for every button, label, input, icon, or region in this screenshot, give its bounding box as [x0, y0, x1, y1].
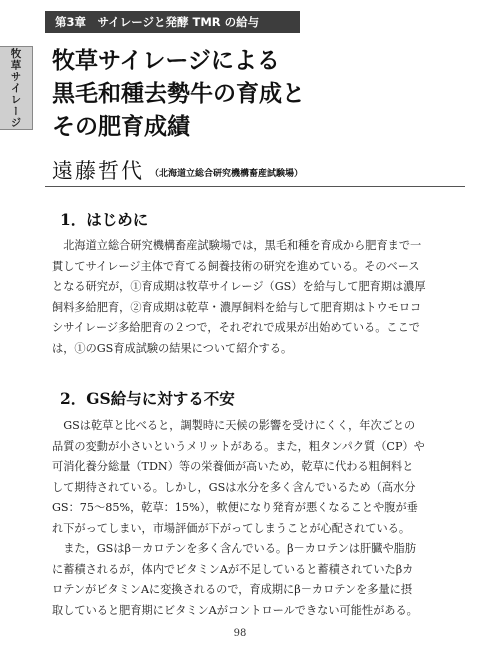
text-line: 飼料多給肥育，②育成期は乾草・濃厚飼料を給与して肥育期はトウモロコ: [52, 300, 422, 314]
text-line: れ下がってしまい，市場評価が下がってしまうことが心配されている。: [52, 521, 411, 535]
section-body-gs-concerns: [52, 416, 466, 621]
text-line: 北海道立総合研究機構畜産試験場では，黒毛和種を育成から肥育まで一: [52, 239, 422, 252]
title-line: その肥育成績: [52, 114, 190, 140]
chapter-header-band: [45, 11, 300, 33]
side-index-tab: [0, 46, 33, 130]
text-line: となる研究が，①育成期は牧草サイレージ（GS）を給与して肥育期は濃厚: [52, 280, 426, 293]
page-number: 98: [233, 628, 247, 639]
text-line: 貫してサイレージ主体で育てる飼養技術の研究を進めている。そのベース: [52, 259, 420, 273]
author-name: 遠藤哲代: [52, 159, 144, 183]
title-divider: [45, 186, 465, 187]
text-line: また，GSはβ－カロテンを多く含んでいる。β－カロテンは肝臓や脂肪: [52, 542, 417, 555]
title-line: 黒毛和種去勢牛の育成と: [52, 81, 305, 107]
text-line: は，①のGS育成試験の結果について紹介する。: [52, 341, 293, 355]
text-line: GS：75〜85%，乾草：15%），軟便になり発育が悪くなることや腹が垂: [52, 501, 418, 514]
section-body-introduction: [52, 236, 466, 359]
title-line: 牧草サイレージによる: [52, 48, 280, 74]
side-index-label: 牧草サイレージ: [9, 47, 22, 129]
text-line: ロテンがビタミンAに変換されるので，育成期にβ－カロテンを多量に摂: [52, 583, 413, 596]
article-title: [52, 45, 462, 144]
text-line: GSは乾草と比べると，調製時に天候の影響を受けにくく，年次ごとの: [52, 419, 416, 432]
author-affiliation: （北海道立総合研究機構畜産試験場）: [150, 169, 304, 179]
chapter-header-text: 第3章 サイレージと発酵 TMR の給与: [55, 15, 260, 29]
section-heading-gs-concerns: 2．GS給与に対する不安: [60, 389, 235, 408]
text-line: 品質の変動が小さいというメリットがある。また，粗タンパク質（CP）や: [52, 439, 425, 453]
text-line: 可消化養分総量（TDN）等の栄養価が高いため，乾草に代わる粗飼料と: [52, 460, 414, 473]
text-line: して期待されている。しかし，GSは水分を多く含んでいるため（高水分: [52, 480, 416, 494]
section-heading-introduction: 1．はじめに: [60, 210, 149, 229]
author-block: [52, 155, 303, 185]
text-line: 取していると肥育期にビタミンAがコントロールできない可能性がある。: [52, 603, 418, 617]
text-line: に蓄積されるが，体内でビタミンAが不足していると蓄積されていたβカ: [52, 562, 414, 576]
text-line: シサイレージ多給肥育の２つで，それぞれで成果が出始めている。ここで: [52, 321, 420, 334]
